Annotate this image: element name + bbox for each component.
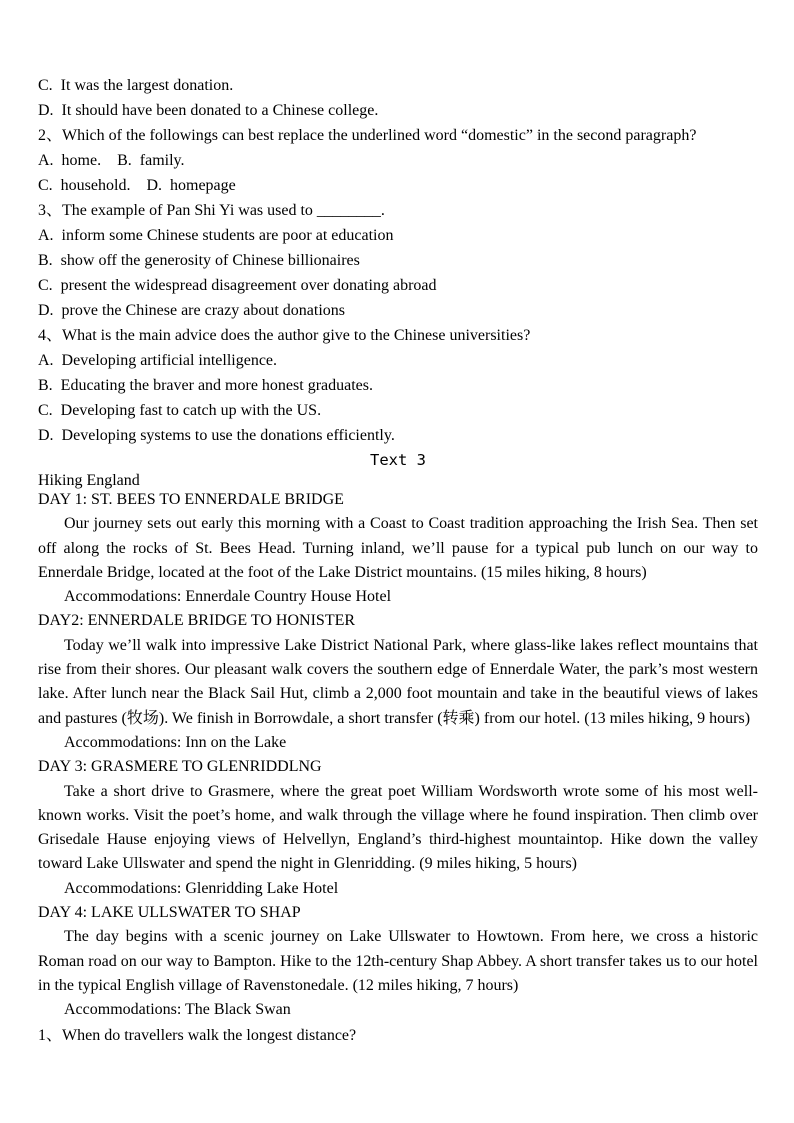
document-content — [38, 73, 758, 1048]
option-line: B. show off the generosity of Chinese billionaires — [38, 252, 360, 269]
day-heading: DAY 1: ST. BEES TO ENNERDALE BRIDGE — [38, 491, 344, 508]
question-line: 3、The example of Pan Shi Yi was used to ________. — [38, 202, 385, 219]
option-line: A. Developing artificial intelligence. — [38, 352, 278, 369]
day-heading: DAY2: ENNERDALE BRIDGE TO HONISTER — [38, 612, 356, 630]
question-line: 4、What is the main advice does the author give to the Chinese universities? — [38, 327, 531, 344]
passage-paragraph: Take a short drive to Grasmere, where the great poet William Wordsworth wrote some of his most well-known works. Visit the poet’s home, and walk through the village where he found inspiration. Then climb over Grisedale Hause enjoying views of Helvellyn, England’s third-highest mountaintop. Hike down the valley toward Lake Ullswater and spend the night in Glenridding. (9 miles hiking, 5 hours) — [38, 782, 758, 873]
option-line: D. It should have been donated to a Chinese college. — [38, 102, 379, 119]
accommodation-line: Accommodations: Glenridding Lake Hotel — [64, 879, 339, 897]
option-line: D. Developing systems to use the donations efficiently. — [38, 427, 395, 444]
option-line: D. prove the Chinese are crazy about donations — [38, 302, 346, 319]
accommodation-line: Accommodations: The Black Swan — [64, 1001, 291, 1019]
accommodation-line: Accommodations: Ennerdale Country House Hotel — [64, 588, 392, 606]
question-line: 2、Which of the followings can best replace the underlined word “domestic” in the second paragraph? — [38, 127, 697, 144]
option-line: C. It was the largest donation. — [38, 77, 234, 94]
day-heading: DAY 3: GRASMERE TO GLENRIDDLNG — [38, 758, 322, 776]
option-line: C. present the widespread disagreement over donating abroad — [38, 277, 437, 294]
accommodation-line: Accommodations: Inn on the Lake — [64, 733, 287, 751]
option-line: C. Developing fast to catch up with the US. — [38, 402, 322, 419]
option-line: A. home. B. family. — [38, 152, 185, 169]
passage-paragraph: Today we’ll walk into impressive Lake District National Park, where glass-like lakes reflect mountains that rise from their shores. Our pleasant walk covers the southern edge of Ennerdale Water, the park’s most western lake. After lunch near the Black Sail Hut, climb a 2,000 foot mountain and take in the beautiful views of lakes and pastures (牧场). We finish in Borrowdale, a short transfer (转乘) from our hotel. (13 miles hiking, 9 hours) — [38, 636, 758, 727]
passage-title: Hiking England — [38, 472, 140, 489]
option-line: C. household. D. homepage — [38, 177, 236, 194]
option-line: A. inform some Chinese students are poor at education — [38, 227, 394, 244]
day-heading: DAY 4: LAKE ULLSWATER TO SHAP — [38, 904, 301, 922]
option-line: B. Educating the braver and more honest graduates. — [38, 377, 373, 394]
passage-paragraph: Our journey sets out early this morning with a Coast to Coast tradition approaching the Irish Sea. Then set off along the rocks of St. Bees Head. Turning inland, we’ll pause for a typical pub lunch on our way to Ennerdale Bridge, located at the foot of the Lake District mountains. (15 miles hiking, 8 hours) — [38, 515, 758, 581]
question-line: 1、When do travellers walk the longest distance? — [38, 1026, 357, 1044]
passage-paragraph: The day begins with a scenic journey on Lake Ullswater to Howtown. From here, we cross a historic Roman road on our way to Bampton. Hike to the 12th-century Shap Abbey. A short transfer takes us to our hotel in the typical English village of Ravenstonedale. (12 miles hiking, 7 hours) — [38, 928, 758, 994]
section-heading: Text 3 — [370, 451, 426, 469]
